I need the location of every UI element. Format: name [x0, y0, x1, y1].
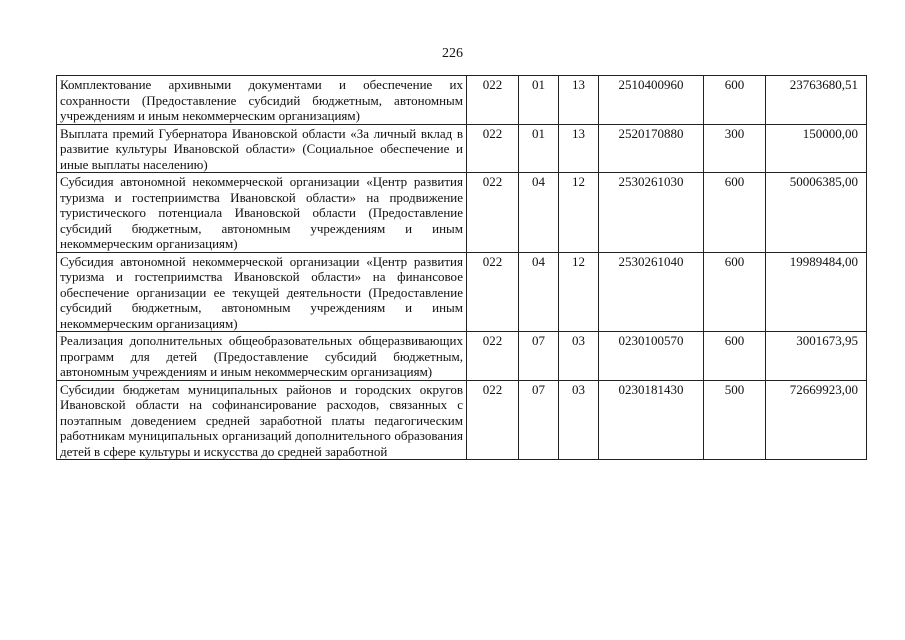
row-section-code: 07	[519, 332, 559, 381]
row-expense-type-code: 500	[704, 380, 766, 460]
row-subsection-code: 03	[559, 332, 599, 381]
row-target-article-code: 0230181430	[599, 380, 704, 460]
row-glav-code: 022	[467, 173, 519, 253]
row-section-code: 04	[519, 252, 559, 332]
row-subsection-code: 13	[559, 124, 599, 173]
row-glav-code: 022	[467, 380, 519, 460]
table-row	[57, 124, 867, 173]
row-expense-type-code: 600	[704, 252, 766, 332]
row-section-code: 01	[519, 76, 559, 125]
budget-table	[56, 75, 867, 460]
row-expense-type-code: 300	[704, 124, 766, 173]
row-subsection-code: 12	[559, 252, 599, 332]
row-description: Комплектование архивными документами и обеспечение их сохранности (Предоставление субсидий бюджетным, автономным учреждениям и иным некоммерческим организациям)	[57, 76, 467, 125]
page-number: 226	[442, 46, 463, 61]
row-section-code: 04	[519, 173, 559, 253]
row-subsection-code: 13	[559, 76, 599, 125]
row-expense-type-code: 600	[704, 332, 766, 381]
row-target-article-code: 2520170880	[599, 124, 704, 173]
row-glav-code: 022	[467, 124, 519, 173]
row-amount: 23763680,51	[766, 76, 867, 125]
row-amount: 3001673,95	[766, 332, 867, 381]
row-amount: 50006385,00	[766, 173, 867, 253]
row-description: Реализация дополнительных общеобразовательных общеразвивающих программ для детей (Предоставление субсидий бюджетным, автономным учреждениям и иным некоммерческим организациям)	[57, 332, 467, 381]
row-section-code: 01	[519, 124, 559, 173]
row-subsection-code: 12	[559, 173, 599, 253]
row-description: Субсидия автономной некоммерческой организации «Центр развития туризма и гостеприимства Ивановской области» на финансовое обеспечение организации ее текущей деятельности (Предоставление субсидий бюджетным, автономным учреждениям и иным некоммерческим организациям)	[57, 252, 467, 332]
row-target-article-code: 0230100570	[599, 332, 704, 381]
row-target-article-code: 2530261040	[599, 252, 704, 332]
row-subsection-code: 03	[559, 380, 599, 460]
row-expense-type-code: 600	[704, 173, 766, 253]
row-glav-code: 022	[467, 252, 519, 332]
table-row	[57, 380, 867, 460]
row-glav-code: 022	[467, 76, 519, 125]
row-glav-code: 022	[467, 332, 519, 381]
row-amount: 150000,00	[766, 124, 867, 173]
table-row	[57, 332, 867, 381]
table-row	[57, 173, 867, 253]
row-expense-type-code: 600	[704, 76, 766, 125]
row-amount: 72669923,00	[766, 380, 867, 460]
row-description: Выплата премий Губернатора Ивановской области «За личный вклад в развитие культуры Ивановской области» (Социальное обеспечение и иные выплаты населению)	[57, 124, 467, 173]
row-target-article-code: 2510400960	[599, 76, 704, 125]
row-amount: 19989484,00	[766, 252, 867, 332]
table-row	[57, 76, 867, 125]
row-description: Субсидии бюджетам муниципальных районов и городских округов Ивановской области на софинансирование расходов, связанных с поэтапным доведением средней заработной платы педагогическим работникам муниципальных организаций дополнительного образования детей в сфере культуры и искусства до средней заработной	[57, 380, 467, 460]
row-description: Субсидия автономной некоммерческой организации «Центр развития туризма и гостеприимства Ивановской области» на продвижение туристического потенциала Ивановской области (Предоставление субсидий бюджетным, автономным учреждениям и иным некоммерческим организациям)	[57, 173, 467, 253]
table-row	[57, 252, 867, 332]
row-section-code: 07	[519, 380, 559, 460]
row-target-article-code: 2530261030	[599, 173, 704, 253]
